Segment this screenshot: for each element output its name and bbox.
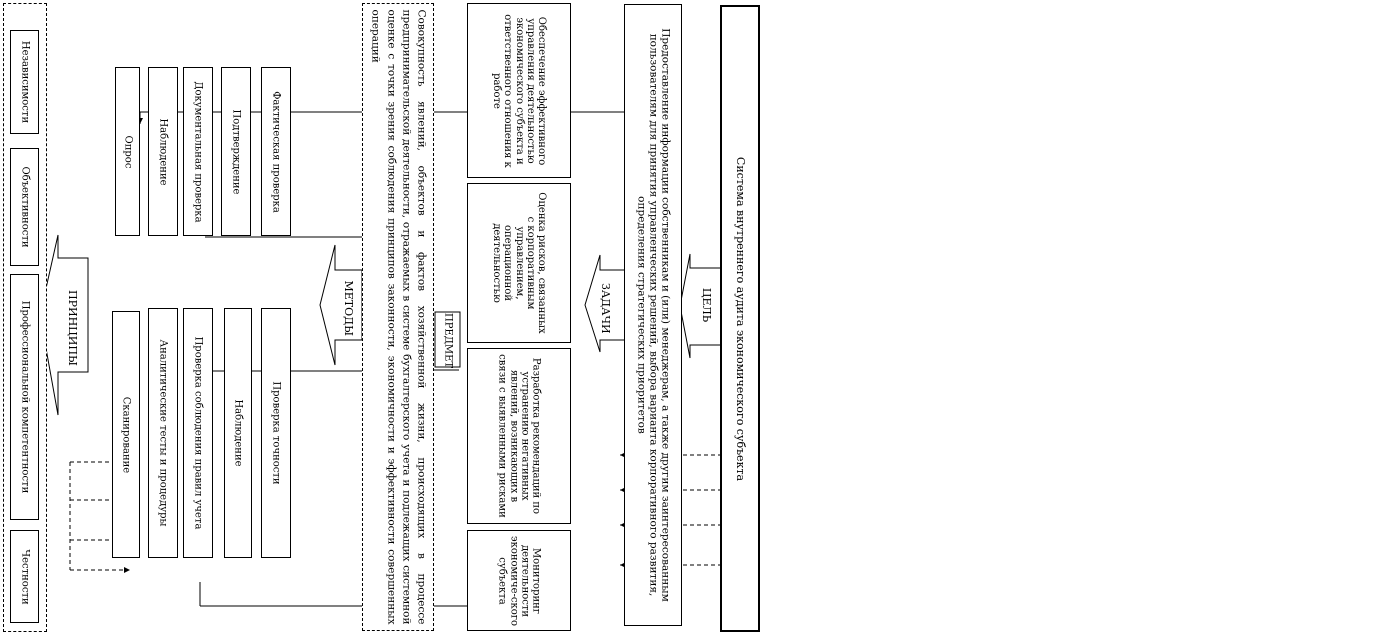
task-box-2 [467, 183, 571, 343]
system-title: Система внутреннего аудита экономического субъекта [734, 156, 748, 481]
method-left-4 [148, 67, 178, 236]
principle-1 [10, 30, 39, 134]
task-box-1 [467, 3, 571, 178]
task-text-3: Разработка рекомендаций по устранению негативных явлений, возникающих в связи с выявленными рисками [496, 354, 542, 518]
method-right-2 [224, 308, 252, 558]
method-left-5-label: Опрос [122, 135, 134, 168]
principle-1-label: Независимости [19, 40, 31, 124]
method-right-1-label: Проверка точности [270, 381, 282, 485]
task-box-3 [467, 348, 571, 524]
method-left-2-label: Подтверждение [230, 109, 242, 194]
goal-label-wrap [693, 285, 719, 325]
principle-4-label: Честности [19, 548, 31, 605]
task-text-1: Обеспечение эффективного управления деятельностью экономического субъекта и ответственного отношения к работе [491, 13, 547, 168]
method-left-1 [261, 67, 291, 236]
tasks-label: ЗАДАЧИ [599, 283, 613, 334]
method-left-4-label: Наблюдение [157, 117, 169, 186]
method-right-4-label: Аналитические тесты и процедуры [157, 339, 169, 527]
principle-3-label: Профессиональной компетентности [19, 300, 31, 494]
method-right-3 [183, 308, 213, 558]
subject-box [362, 3, 434, 631]
methods-label-wrap [336, 280, 360, 335]
principle-3 [10, 274, 39, 520]
principle-2-label: Объективности [19, 166, 31, 248]
method-left-3-label: Документальная проверка [192, 80, 204, 223]
method-right-3-label: Проверка соблюдения правил учета [192, 336, 204, 530]
principles-label: ПРИНЦИПЫ [66, 290, 80, 366]
method-right-4 [148, 308, 178, 558]
method-left-2 [221, 67, 251, 236]
goal-text: Предоставление информации собственникам и (или) менеджерам, а также другим заинтересованным пользователям для принятия управленческих решений, выбора варианта корпоративного развития, определения стратегических приоритетов [636, 28, 672, 602]
method-right-5 [112, 311, 140, 558]
method-left-3 [183, 67, 213, 236]
goal-label: ЦЕЛЬ [700, 287, 714, 323]
principle-4 [10, 530, 39, 623]
system-title-box [720, 5, 760, 632]
goal-box [624, 4, 682, 626]
principle-2 [10, 148, 39, 266]
task-text-2: Оценка рисков, связанных с корпоративным управлением, операционной деятельностью [491, 192, 547, 334]
tasks-label-wrap [590, 283, 620, 333]
subject-text: Совокупность явлений, объектов и фактов хозяйственной жизни, происходящих в процессе предпринимательской деятельности, отражаемых в системе бухгалтерского учета и подлежащих системной оценке с точки зрения соблюдения принципов законности, экономичности и эффективности совершенных операций [369, 9, 428, 625]
subject-label-wrap [436, 313, 460, 367]
subject-label: ПРЕДМЕТ [442, 313, 454, 369]
method-left-1-label: Фактическая проверка [270, 90, 282, 213]
method-right-1 [261, 308, 291, 558]
task-text-4: Мониторинг деятельности экономиче-ского субъекта [496, 535, 542, 626]
method-right-2-label: Наблюдение [232, 399, 244, 467]
task-box-4 [467, 530, 571, 631]
principles-label-wrap [58, 290, 86, 366]
method-left-5 [115, 67, 140, 236]
methods-label: МЕТОДЫ [342, 280, 356, 336]
method-right-5-label: Сканирование [120, 396, 132, 473]
